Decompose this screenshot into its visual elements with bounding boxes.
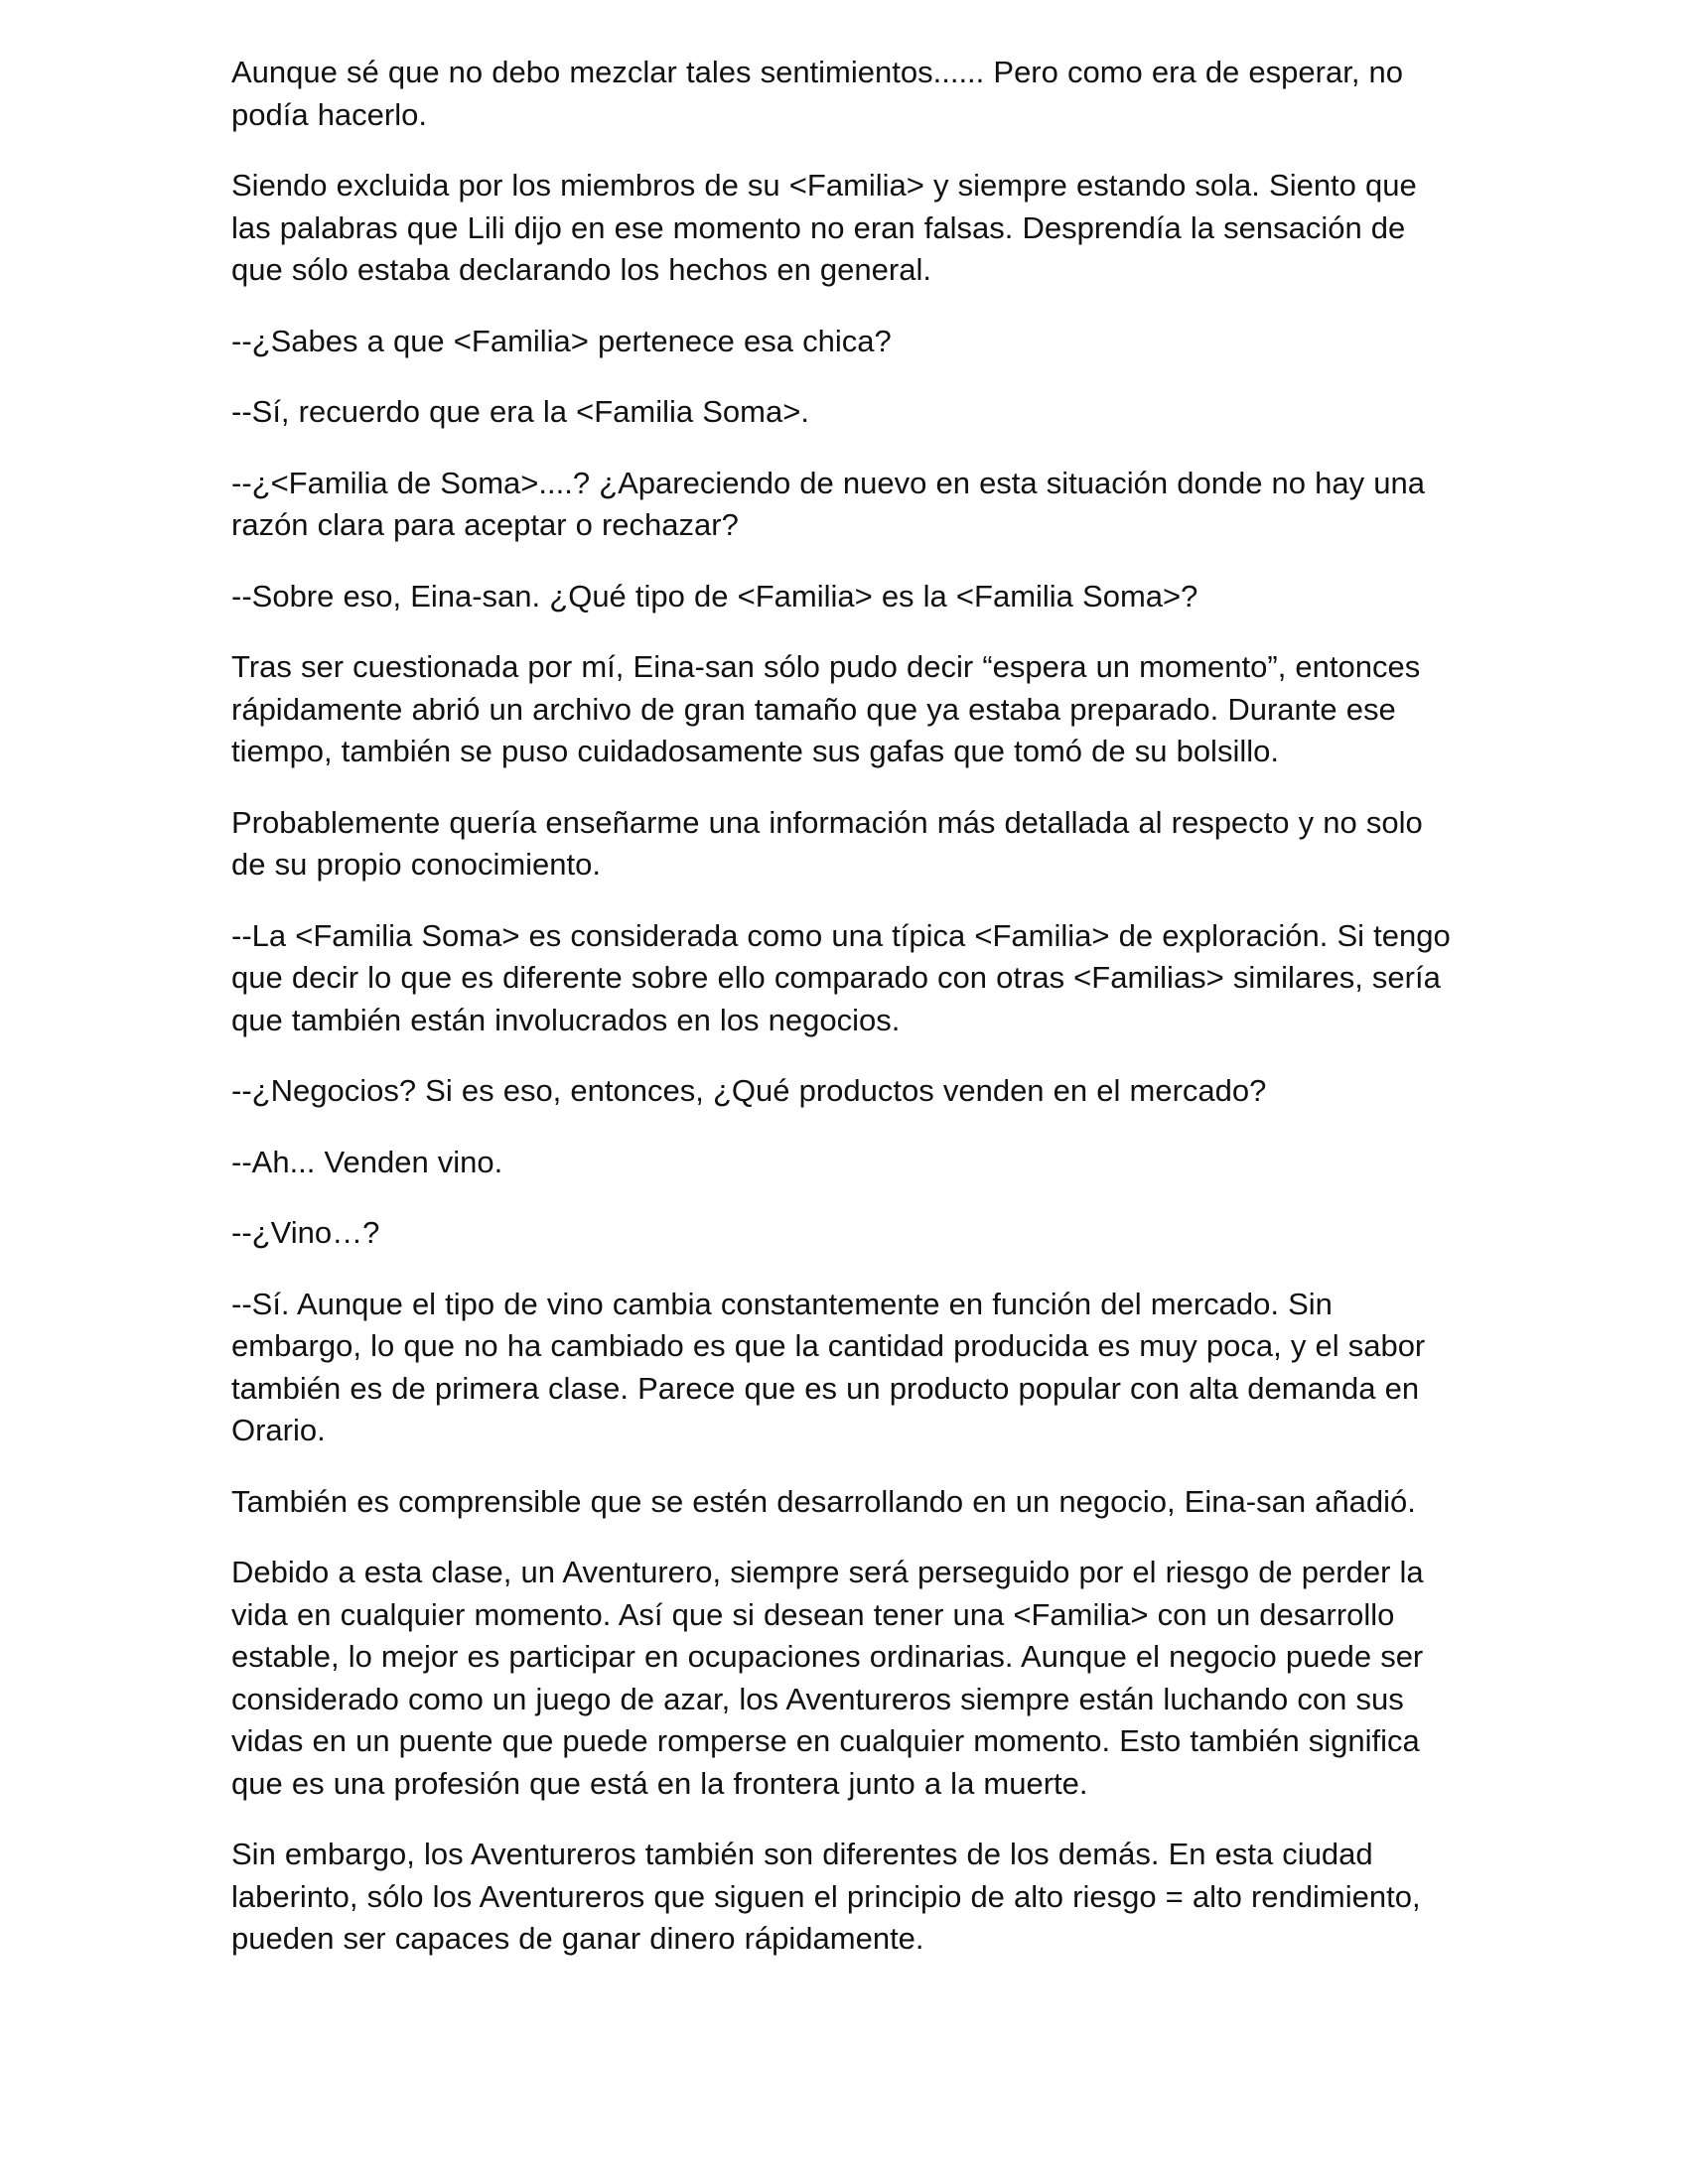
dialogue-line: --Sí, recuerdo que era la <Familia Soma>. bbox=[231, 394, 809, 429]
paragraph: Aunque sé que no debo mezclar tales sentimientos...... Pero como era de esperar, no podía hacerlo. bbox=[231, 55, 1404, 132]
dialogue-line: --¿Sabes a que <Familia> pertenece esa chica? bbox=[231, 323, 892, 358]
dialogue-line: --¿Negocios? Si es eso, entonces, ¿Qué productos venden en el mercado? bbox=[231, 1073, 1267, 1108]
dialogue-line: --Ah... Venden vino. bbox=[231, 1144, 503, 1179]
dialogue-line: --¿Vino…? bbox=[231, 1215, 380, 1250]
dialogue-line: --¿<Familia de Soma>....? ¿Apareciendo de nuevo en esta situación donde no hay una razón clara para aceptar o rechazar? bbox=[231, 465, 1425, 542]
paragraph: Debido a esta clase, un Aventurero, siempre será perseguido por el riesgo de perder la vida en cualquier momento. Así que si desean tener una <Familia> con un desarrollo estable, lo mejor es participar en ocupaciones ordinarias. Aunque el negocio puede ser considerado como un juego de azar, los Aventureros siempre están luchando con sus vidas en un puente que puede romperse en cualquier momento. Esto también significa que es una profesión que está en la frontera junto a la muerte. bbox=[231, 1555, 1424, 1801]
paragraph: Tras ser cuestionada por mí, Eina-san sólo pudo decir “espera un momento”, entonces rápidamente abrió un archivo de gran tamaño que ya estaba preparado. Durante ese tiempo, también se puso cuidadosamente sus gafas que tomó de su bolsillo. bbox=[231, 649, 1421, 768]
paragraph: También es comprensible que se estén desarrollando en un negocio, Eina-san añadió. bbox=[231, 1483, 1416, 1519]
dialogue-line: --Sí. Aunque el tipo de vino cambia constantemente en función del mercado. Sin embargo, lo que no ha cambiado es que la cantidad producida es muy poca, y el sabor también es de primera clase. Parece que es un producto popular con alta demanda en Orario. bbox=[231, 1286, 1426, 1447]
paragraph: Sin embargo, los Aventureros también son diferentes de los demás. En esta ciudad laberinto, sólo los Aventureros que siguen el principio de alto riesgo = alto rendimiento, pueden ser capaces de ganar dinero rápidamente. bbox=[231, 1837, 1421, 1956]
dialogue-line: --La <Familia Soma> es considerada como una típica <Familia> de exploración. Si tengo que decir lo que es diferente sobre ello comparado con otras <Familias> similares, sería que también están involucrados en los negocios. bbox=[231, 917, 1451, 1037]
dialogue-line: --Sobre eso, Eina-san. ¿Qué tipo de <Familia> es la <Familia Soma>? bbox=[231, 578, 1198, 614]
paragraph: Siendo excluida por los miembros de su <Familia> y siempre estando sola. Siento que las palabras que Lili dijo en ese momento no eran falsas. Desprendía la sensación de que sólo estaba declarando los hechos en general. bbox=[231, 168, 1417, 287]
document-page bbox=[231, 52, 1453, 1989]
paragraph: Probablemente quería enseñarme una información más detallada al respecto y no solo de su propio conocimiento. bbox=[231, 804, 1423, 882]
